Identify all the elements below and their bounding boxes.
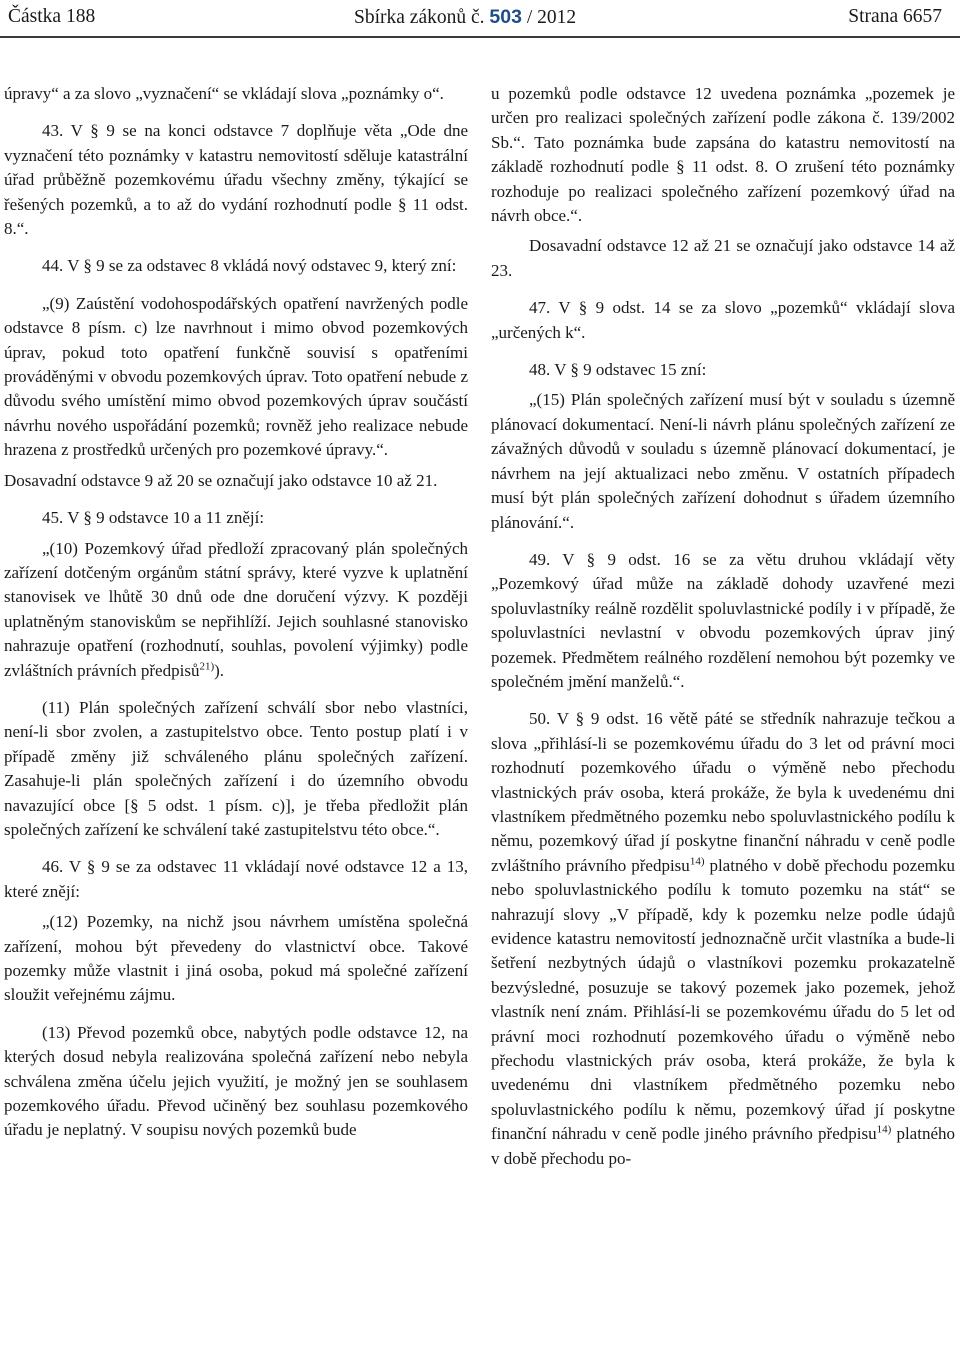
paragraph (4, 292, 468, 463)
footnote-ref: 14) (876, 1123, 892, 1136)
paragraph-text: Dosavadní odstavce 9 až 20 se označují jako odstavce 10 až 21. (4, 470, 438, 490)
paragraph-text: „(15) Plán společných zařízení musí být v souladu s územně plánovací dokumentací. Není-li návrh plánu společných zařízení ze závažných důvodů v souladu s územně plánovací dokumentací, je návrhem na její aktualizaci nebo změnu. V ostatních případech musí být plán společných zařízení dohodnut s úřadem územního plánování.“. (491, 390, 955, 532)
paragraph-text: 47. V § 9 odst. 14 se za slovo „pozemků“ vkládají slova „určených k“. (491, 298, 955, 342)
paragraph (4, 855, 468, 904)
paragraph-text: ). (214, 660, 225, 680)
left-column (4, 82, 468, 1143)
law-year: / 2012 (521, 7, 577, 28)
paragraph-text: (13) Převod pozemků obce, nabytých podle odstavce 12, na kterých dosud nebyla realizována společná zařízení nebo nebyla schválena změna účelu jejich využití, je možný jen se souhlasem pozemkového úřadu. Převod učiněný bez souhlasu pozemkového úřadu je neplatný. V soupisu nových pozemků bude (4, 1022, 468, 1140)
paragraph (491, 296, 955, 345)
paragraph (491, 707, 955, 1171)
paragraph-text: úpravy“ a za slovo „vyznačení“ se vkládají slova „poznámky o“. (4, 84, 444, 103)
collection-title (354, 6, 576, 29)
collection-prefix: Sbírka zákonů č. (354, 7, 485, 28)
paragraph (4, 1021, 468, 1143)
paragraph-text: platného v době přechodu pozemku nebo spoluvlastnického podílu k tomuto pozemku na stát“ se nahrazují slovy „V případě, kdy k pozemku nelze podle údajů evidence katastru nemovitostí jednoznačně určit vlastníka a bude-li šetření nezbytných údajů o vlastníkovi pozemku prokazatelně bezvýsledné, posuzuje se takový pozemek jako pozemek, jehož vlastník není znám. Přihlásí-li se pozemkovému úřadu do 5 let od právní moci rozhodnutí pozemkového úřadu o výměně nebo přechodu vlastnických práv osoba, která prokáže, že byla k uvedenému dni vlastníkem předmětného pozemku nebo spoluvlastnického podílu k němu, pozemkový úřad jí poskytne finanční náhradu v ceně podle jiného právního předpisu (491, 855, 955, 1144)
paragraph-text: 45. V § 9 odstavce 10 a 11 znějí: (42, 508, 265, 528)
paragraph-text: 48. V § 9 odstavec 15 zní: (529, 360, 707, 380)
footnote-ref: 14) (689, 855, 705, 868)
paragraph-text: „(9) Zaústění vodohospodářských opatření navržených podle odstavce 8 písm. c) lze navrhnout i mimo obvod pozemkových úprav, pokud toto opatření funkčně souvisí s opatřeními prováděnými v obvodu pozemkových úprav. Toto opatření nebude z důvodu svého umístění mimo obvod pozemkových úprav součástí návrhu nového uspořádání pozemků; rovněž jeho realizace nebude hrazena z prostředků určených pro pozemkové úpravy.“. (4, 293, 468, 460)
law-number: 503 (489, 6, 522, 28)
paragraph-text: 49. V § 9 odst. 16 se za větu druhou vkládají věty „Pozemkový úřad může na základě dohody uzavřené mezi spoluvlastníky reálně rozdělit spoluvlastnické podíly i v případě, že spoluvlastníci nevlastní v obvodu pozemkových úprav jiný pozemek. Předmětem reálného rozdělení nemohou být pozemky ve společném jmění manželů.“. (491, 549, 955, 691)
paragraph (4, 537, 468, 683)
paragraph-text: 46. V § 9 se za odstavec 11 vkládají nové odstavce 12 a 13, které znějí: (4, 857, 468, 901)
footnote-ref: 21) (199, 659, 215, 672)
paragraph (4, 254, 468, 278)
paragraph-text: (11) Plán společných zařízení schválí sbor nebo vlastníci, není-li sbor zvolen, a zastupitelstvo obce. Tento postup platí i v případě změny již schváleného plánu společných zařízení. Zasahuje-li plán společných zařízení i do územního obvodu navazující obce [§ 5 odst. 1 písm. c)], je třeba předložit plán společných zařízení ke schválení také zastupitelstvu této obce.“. (4, 697, 468, 839)
page-header (0, 0, 960, 40)
page-number: Strana 6657 (848, 6, 942, 27)
paragraph (4, 910, 468, 1008)
paragraph (4, 506, 468, 530)
paragraph-text: „(12) Pozemky, na nichž jsou návrhem umístěna společná zařízení, mohou být převedeny do vlastnictví obce. Takové pozemky může vlastnit i jiná osoba, pokud má společné zařízení sloužit veřejnému zájmu. (4, 912, 468, 1005)
paragraph (491, 82, 955, 228)
paragraph (4, 119, 468, 241)
paragraph (4, 696, 468, 842)
paragraph-text: 50. V § 9 odst. 16 větě páté se středník nahrazuje tečkou a slova „přihlásí-li se pozemkovému úřadu do 3 let od právní moci rozhodnutí pozemkového úřadu o výměně nebo přechodu vlastnických práv osoba, která prokáže, že byla k uvedenému dni vlastníkem předmětného pozemku nebo spoluvlastnického podílu k němu, pozemkový úřad jí poskytne finanční náhradu v ceně podle zvláštního právního předpisu (491, 709, 955, 875)
paragraph-text: „(10) Pozemkový úřad předloží zpracovaný plán společných zařízení dotčeným orgánům státní správy, které vyzve k uplatnění stanovisek ve lhůtě 30 dnů ode dne doručení výzvy. K později uplatněným stanoviskům se nepřihlíží. Jejich souhlasné stanovisko nahrazuje opatření (rozhodnutí, souhlas, povolení výjimky) podle zvláštních právních předpisů (4, 538, 468, 680)
issue-number: Částka 188 (8, 6, 96, 27)
paragraph-text: u pozemků podle odstavce 12 uvedena poznámka „pozemek je určen pro realizaci společných zařízení podle zákona č. 139/2002 Sb.“. Tato poznámka bude zapsána do katastru nemovitostí na základě rozhodnutí podle § 11 odst. 8. O zrušení této poznámky rozhoduje po realizaci společného zařízení pozemkový úřad na návrh obce.“. (491, 84, 955, 226)
paragraph (4, 82, 468, 106)
paragraph-text: 43. V § 9 se na konci odstavce 7 doplňuje věta „Ode dne vyznačení této poznámky v katastru nemovitostí sděluje katastrální úřad průběžně pozemkovému úřadu všechny změny, týkající se řešených pozemků, a to až do vydání rozhodnutí podle § 11 odst. 8.“. (4, 121, 468, 239)
header-rule (0, 36, 960, 38)
right-column (491, 82, 955, 1171)
paragraph (4, 469, 468, 493)
paragraph-text: Dosavadní odstavce 12 až 21 se označují jako odstavce 14 až 23. (491, 236, 955, 280)
paragraph (491, 234, 955, 283)
paragraph-text: platného v době přechodu po- (491, 1124, 955, 1168)
paragraph (491, 358, 955, 382)
paragraph (491, 548, 955, 694)
paragraph-text: 44. V § 9 se za odstavec 8 vkládá nový odstavec 9, který zní: (42, 256, 457, 276)
paragraph (491, 388, 955, 534)
